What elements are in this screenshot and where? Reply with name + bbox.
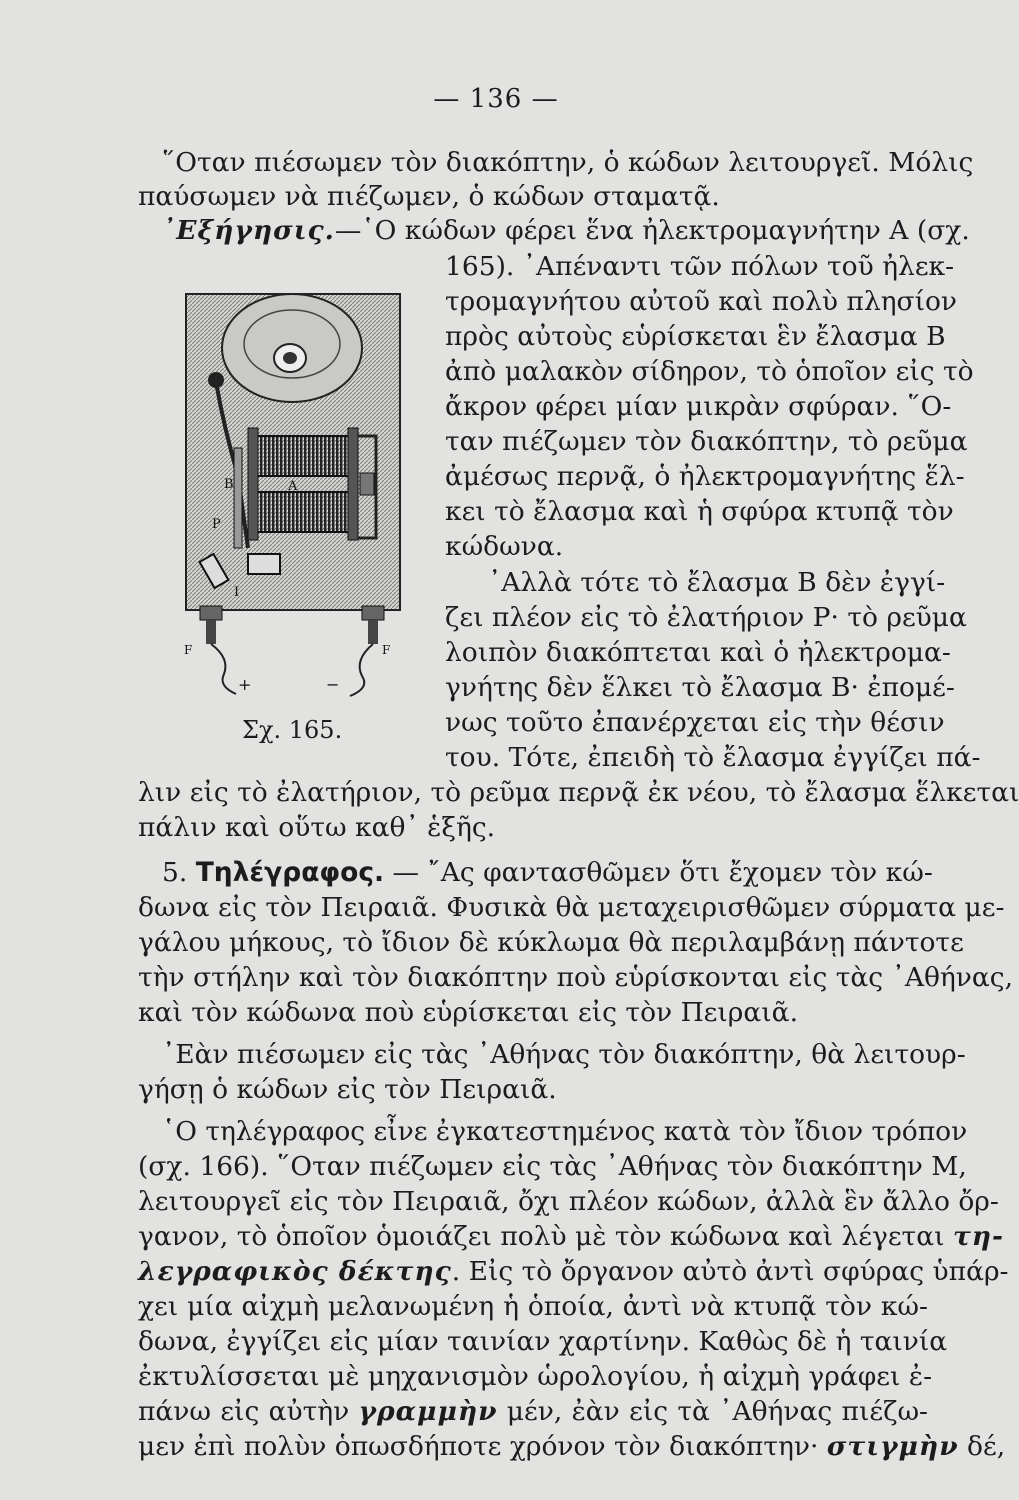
text-line: παύσωμεν νὰ πιέζωμεν, ὁ κώδων σταματᾷ.	[138, 181, 720, 212]
emphasis-term: στιγμὴν	[826, 1431, 959, 1462]
text-line: λειτουργεῖ εἰς τὸν Πειραιᾶ, ὄχι πλέον κώδων, ἀλλὰ ἓν ἄλλο ὄρ-	[138, 1186, 999, 1217]
label-f2: F	[382, 643, 391, 657]
text-line: του. Τότε, ἐπειδὴ τὸ ἔλασμα ἐγγίζει πά-	[445, 742, 981, 773]
explanation-heading: ᾿Εξήγησις.	[162, 215, 335, 246]
text-line: ἄκρον φέρει μίαν μικρὰν σφύραν. ῞Ο-	[445, 391, 952, 422]
text-line: δωνα εἰς τὸν Πειραιᾶ. Φυσικὰ θὰ μεταχειρισθῶμεν σύρματα με-	[138, 892, 1005, 923]
label-plus: +	[238, 675, 252, 694]
text-line: δωνα, ἐγγίζει εἰς μίαν ταινίαν χαρτίνην. Καθὼς δὲ ἡ ταινία	[138, 1326, 948, 1357]
section-title: Τηλέγραφος.	[195, 857, 385, 888]
text-line: κει τὸ ἔλασμα καὶ ἡ σφύρα κτυπᾷ τὸν	[445, 496, 954, 527]
label-a: A	[288, 479, 298, 494]
text-line: ᾿Εὰν πιέσωμεν εἰς τὰς ᾿Αθήνας τὸν διακόπτην, θὰ λειτουρ-	[162, 1039, 966, 1070]
text-line: γάλου μήκους, τὸ ἴδιον δὲ κύκλωμα θὰ περιλαμβάνῃ πάντοτε	[138, 927, 964, 958]
text-line: γανον, τὸ ὁποῖον ὁμοιάζει πολὺ μὲ τὸν κώδωνα καὶ λέγεται τη-	[138, 1221, 1005, 1252]
text-line: νως τοῦτο ἐπανέρχεται εἰς τὴν θέσιν	[445, 707, 945, 738]
emphasis-term: γραμμὴν	[358, 1396, 498, 1427]
text-line: ζει πλέον εἰς τὸ ἐλατήριον Ρ· τὸ ρεῦμα	[445, 602, 967, 633]
label-p: P	[212, 517, 221, 532]
label-f1: F	[184, 643, 193, 657]
text-line: τρομαγνήτου αὐτοῦ καὶ πολὺ πλησίον	[445, 286, 958, 317]
emphasis-term: λεγραφικὸς δέκτης	[138, 1256, 452, 1287]
text-line: μεν ἐπὶ πολὺν ὁπωσδήποτε χρόνον τὸν διακόπτην· στιγμὴν δέ,	[138, 1431, 1006, 1462]
text-line: γήσῃ ὁ κώδων εἰς τὸν Πειραιᾶ.	[138, 1074, 557, 1105]
label-i: I	[234, 585, 240, 600]
text-line: ἐκτυλίσσεται μὲ μηχανισμὸν ὡρολογίου, ἡ αἰχμὴ γράφει ἐ-	[138, 1361, 933, 1392]
electric-bell-figure	[172, 288, 404, 700]
text-line: ᾿Εξήγησις.—῾Ο κώδων φέρει ἕνα ἠλεκτρομαγνήτην Α (σχ.	[162, 215, 970, 246]
text-line: γνήτης δὲν ἕλκει τὸ ἔλασμα Β· ἐπομέ-	[445, 672, 955, 703]
text-line: πρὸς αὐτοὺς εὑρίσκεται ἓν ἔλασμα Β	[445, 321, 946, 352]
text-line: ῾Ο τηλέγραφος εἶνε ἐγκατεστημένος κατὰ τὸν ἴδιον τρόπον	[162, 1116, 968, 1147]
text-line: ταν πιέζωμεν τὸν διακόπτην, τὸ ρεῦμα	[445, 426, 968, 457]
text-line: ἀπὸ μαλακὸν σίδηρον, τὸ ὁποῖον εἰς τὸ	[445, 356, 974, 387]
label-b: B	[224, 477, 234, 492]
text-line: πάνω εἰς αὐτὴν γραμμὴν μέν, ἐὰν εἰς τὰ ᾿Αθήνας πιέζω-	[138, 1396, 929, 1427]
text-line: ῞Οταν πιέσωμεν τὸν διακόπτην, ὁ κώδων λειτουργεῖ. Μόλις	[162, 147, 974, 178]
emphasis-term: τη-	[952, 1221, 1005, 1252]
text-line: πάλιν καὶ οὕτω καθ᾿ ἑξῆς.	[138, 812, 496, 843]
text-line: 5. Τηλέγραφος. — ῎Ας φαντασθῶμεν ὅτι ἔχομεν τὸν κώ-	[162, 857, 933, 888]
text-line: ᾿Αλλὰ τότε τὸ ἔλασμα Β δὲν ἐγγί-	[488, 567, 946, 598]
figure-caption: Σχ. 165.	[242, 716, 343, 744]
text-line: λιν εἰς τὸ ἐλατήριον, τὸ ρεῦμα περνᾷ ἐκ νέου, τὸ ἔλασμα ἕλκεται	[138, 777, 1019, 808]
text-line: ἀμέσως περνᾷ, ὁ ἠλεκτρομαγνήτης ἕλ-	[445, 461, 965, 492]
text-line: τὴν στήλην καὶ τὸν διακόπτην ποὺ εὑρίσκονται εἰς τὰς ᾿Αθήνας,	[138, 962, 1014, 993]
label-minus: −	[326, 675, 340, 694]
section-number: 5.	[162, 857, 196, 888]
text-line: (σχ. 166). ῞Οταν πιέζωμεν εἰς τὰς ᾿Αθήνας τὸν διακόπτην Μ,	[138, 1151, 967, 1182]
text-line: κώδωνα.	[445, 531, 564, 562]
page-number: — 136 —	[433, 84, 559, 114]
text-line: χει μία αἰχμὴ μελανωμένη ἡ ὁποία, ἀντὶ νὰ κτυπᾷ τὸν κώ-	[138, 1291, 928, 1322]
text-line: λοιπὸν διακόπτεται καὶ ὁ ἠλεκτρομα-	[445, 637, 951, 668]
text-line: λεγραφικὸς δέκτης. Εἰς τὸ ὄργανον αὐτὸ ἀντὶ σφύρας ὑπάρ-	[138, 1256, 1009, 1287]
text-line: καὶ τὸν κώδωνα ποὺ εὑρίσκεται εἰς τὸν Πειραιᾶ.	[138, 997, 798, 1028]
text-line: 165). ᾿Απέναντι τῶν πόλων τοῦ ἠλεκ-	[445, 251, 955, 282]
